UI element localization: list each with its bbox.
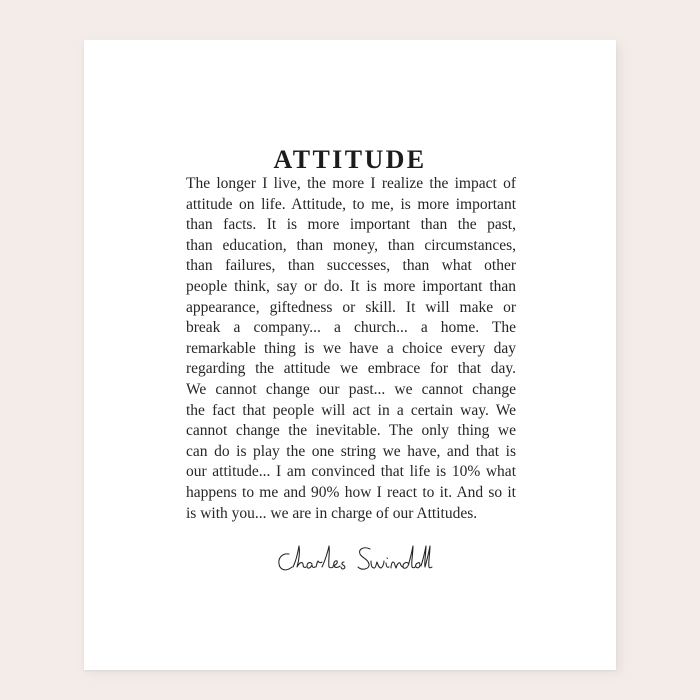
quote-line: can do is play the one string we have, and that is	[186, 442, 516, 460]
quote-line: cannot change the inevitable. The only thing we	[186, 422, 516, 440]
poster-title: ATTITUDE	[273, 145, 427, 175]
quote-text	[186, 174, 516, 524]
quote-line: people think, say or do. It is more important than	[186, 277, 516, 295]
quote-line: regarding the attitude we embrace for that day.	[186, 360, 516, 378]
quote-line: than failures, than successes, than what other	[186, 257, 516, 275]
quote-line: break a company... a church... a home. The	[186, 319, 516, 337]
quote-line: than facts. It is more important than the past,	[186, 216, 516, 234]
quote-line: We cannot change our past... we cannot change	[186, 380, 516, 398]
quote-line: remarkable thing is we have a choice every day	[186, 339, 516, 357]
signature-image	[272, 536, 432, 582]
signature	[272, 536, 432, 582]
quote-line: attitude on life. Attitude, to me, is more important	[186, 195, 516, 213]
quote-line: the fact that people will act in a certain way. We	[186, 401, 516, 419]
quote-line: happens to me and 90% how I react to it. And so it	[186, 483, 516, 501]
quote-line: The longer I live, the more I realize the impact of	[186, 175, 516, 192]
quote-line: our attitude... I am convinced that life is 10% what	[186, 463, 516, 481]
quote-line: than education, than money, than circumstances,	[186, 236, 516, 254]
quote-line: is with you... we are in charge of our Attitudes.	[186, 504, 478, 522]
quote-line: appearance, giftedness or skill. It will make or	[186, 298, 516, 316]
